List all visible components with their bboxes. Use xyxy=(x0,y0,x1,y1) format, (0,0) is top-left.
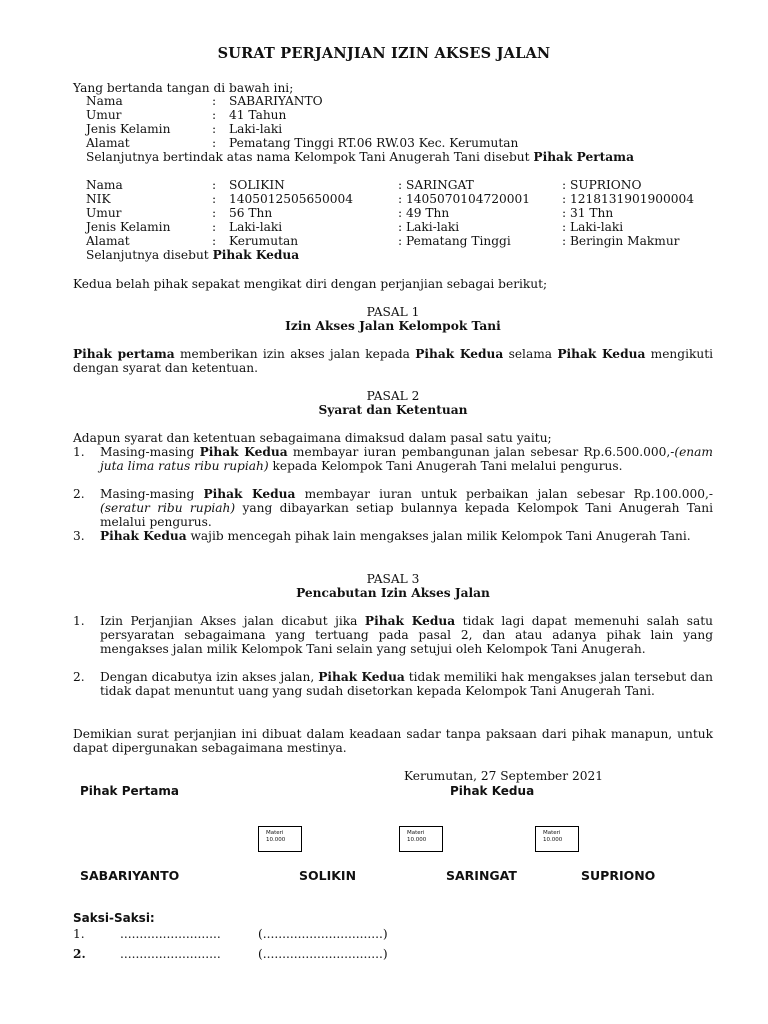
party2-value-col1: SOLIKIN xyxy=(229,178,285,192)
party1-sep: : xyxy=(212,136,217,150)
party2-value-col3: : Beringin Makmur xyxy=(562,234,680,248)
party2-value-col3: : 31 Thn xyxy=(562,206,614,220)
party1-value: SABARIYANTO xyxy=(229,94,323,108)
party2-statement xyxy=(86,248,299,262)
item-italic: (seratur ribu rupiah) xyxy=(100,501,236,515)
stamp-value: 10.000 xyxy=(407,837,427,843)
pasal1-text: selama xyxy=(503,347,558,361)
party2-statement-text: Selanjutnya disebut xyxy=(86,248,213,262)
party1-sep: : xyxy=(212,122,217,136)
item-text: membayar iuran untuk perbaikan jalan sebesar Rp.100.000,- xyxy=(295,487,713,501)
item-text: membayar iuran pembangunan jalan sebesar Rp.6.500.000,- xyxy=(287,445,675,459)
witness-number: 1. xyxy=(73,927,85,941)
party1-label: Jenis Kelamin xyxy=(86,122,171,136)
pasal1-subheading: Izin Akses Jalan Kelompok Tani xyxy=(285,319,501,333)
witness-name-line: (...............................) xyxy=(258,947,388,961)
item-bold: Pihak Kedua xyxy=(100,529,187,543)
party2-sep: : xyxy=(212,192,217,206)
party2-label: Nama xyxy=(86,178,123,192)
pasal2-item-1 xyxy=(100,445,713,473)
signatory-name: SARINGAT xyxy=(446,868,517,883)
item-text: Masing-masing xyxy=(100,445,200,459)
party1-statement-text: Selanjutnya bertindak atas nama Kelompok Tani Anugerah Tani disebut xyxy=(86,150,534,164)
item-text: kepada Kelompok Tani Anugerah Tani melalui pengurus. xyxy=(268,459,623,473)
party1-statement xyxy=(86,150,634,164)
party2-value-col1: Laki-laki xyxy=(229,220,283,234)
party2-sep: : xyxy=(212,220,217,234)
witness-signature-line: .......................... xyxy=(120,927,221,941)
item-bold: Pihak Kedua xyxy=(203,487,296,501)
item-text: Izin Perjanjian Akses jalan dicabut jika xyxy=(100,614,365,628)
first-party-label: Pihak Pertama xyxy=(80,784,179,798)
witnesses-heading: Saksi-Saksi: xyxy=(73,911,155,925)
stamp-value: 10.000 xyxy=(266,837,286,843)
pasal3-heading: PASAL 3 xyxy=(366,572,420,586)
item-text: tidak memiliki hak mengakses jalan tersebut dan tidak dapat menuntut uang yang sudah disetorkan kepada Kelompok Tani Anugerah Tani. xyxy=(100,670,713,698)
pasal1-text: memberikan izin akses jalan kepada xyxy=(174,347,416,361)
party2-value-col2: : 1405070104720001 xyxy=(398,192,531,206)
stamp-value: 10.000 xyxy=(543,837,563,843)
stamp-box xyxy=(258,826,302,852)
intro-text: Yang bertanda tangan di bawah ini; xyxy=(73,81,294,95)
item-text: Dengan dicabutya izin akses jalan, xyxy=(100,670,319,684)
party2-value-col1: 1405012505650004 xyxy=(229,192,354,206)
party1-statement-bold: Pihak Pertama xyxy=(533,150,634,164)
party1-label: Umur xyxy=(86,108,122,122)
pasal3-subheading: Pencabutan Izin Akses Jalan xyxy=(296,586,490,600)
party2-value-col2: : Pematang Tinggi xyxy=(398,234,511,248)
pasal2-item-3 xyxy=(100,529,713,543)
pasal2-intro: Adapun syarat dan ketentuan sebagaimana dimaksud dalam pasal satu yaitu; xyxy=(73,431,552,445)
party1-value: Laki-laki xyxy=(229,122,283,136)
stamp-text: Materi xyxy=(407,830,425,836)
party1-label: Nama xyxy=(86,94,123,108)
stamp-box xyxy=(399,826,443,852)
party2-value-col2: : Laki-laki xyxy=(398,220,460,234)
agreement-text: Kedua belah pihak sepakat mengikat diri dengan perjanjian sebagai berikut; xyxy=(73,277,548,291)
pasal1-text: mengikuti dengan syarat dan ketentuan. xyxy=(73,347,714,375)
party1-value: 41 Tahun xyxy=(229,108,287,122)
list-number: 1. xyxy=(73,445,85,459)
party2-label: Alamat xyxy=(86,234,130,248)
party1-label: Alamat xyxy=(86,136,130,150)
party2-label: Umur xyxy=(86,206,122,220)
party2-label: NIK xyxy=(86,192,111,206)
pasal1-paragraph xyxy=(73,347,713,375)
party2-value-col2: : 49 Thn xyxy=(398,206,450,220)
item-bold: Pihak Kedua xyxy=(199,445,288,459)
party2-value-col3: : SUPRIONO xyxy=(562,178,642,192)
pasal2-item-2 xyxy=(100,487,713,529)
item-text: Masing-masing xyxy=(100,487,204,501)
pasal3-item-1 xyxy=(100,614,713,656)
stamp-box xyxy=(535,826,579,852)
pasal3-item-2 xyxy=(100,670,713,698)
party2-sep: : xyxy=(212,206,217,220)
pasal2-subheading: Syarat dan Ketentuan xyxy=(318,403,468,417)
item-bold: Pihak Kedua xyxy=(364,614,456,628)
witness-name-line: (...............................) xyxy=(258,927,388,941)
party1-sep: : xyxy=(212,108,217,122)
list-number: 1. xyxy=(73,614,85,628)
item-text: wajib mencegah pihak lain mengakses jalan milik Kelompok Tani Anugerah Tani. xyxy=(186,529,691,543)
pasal1-bold: Pihak pertama xyxy=(73,347,175,361)
party1-sep: : xyxy=(212,94,217,108)
signatory-name: SABARIYANTO xyxy=(80,868,180,883)
list-number: 2. xyxy=(73,487,85,501)
party1-value: Pematang Tinggi RT.06 RW.03 Kec. Kerumutan xyxy=(229,136,519,150)
party2-sep: : xyxy=(212,178,217,192)
signatory-name: SOLIKIN xyxy=(299,868,357,883)
pasal1-bold: Pihak Kedua xyxy=(557,347,646,361)
second-party-label: Pihak Kedua xyxy=(450,784,535,798)
party2-value-col3: : Laki-laki xyxy=(562,220,624,234)
closing-paragraph: Demikian surat perjanjian ini dibuat dalam keadaan sadar tanpa paksaan dari pihak manapun, untuk dapat dipergunakan sebagaimana mestinya. xyxy=(73,727,713,755)
witness-signature-line: .......................... xyxy=(120,947,221,961)
party2-label: Jenis Kelamin xyxy=(86,220,171,234)
signatory-name: SUPRIONO xyxy=(581,868,656,883)
party2-value-col2: : SARINGAT xyxy=(398,178,474,192)
stamp-text: Materi xyxy=(266,830,284,836)
item-bold: Pihak Kedua xyxy=(318,670,405,684)
item-italic: (enam juta lima ratus ribu rupiah) xyxy=(100,445,713,473)
item-text: tidak lagi dapat memenuhi salah satu persyaratan sebagaimana yang tertuang pada pasal 2, dan atau adanya pihak lain yang mengakses jalan milik Kelompok Tani selain yang setujui oleh Kelompok Tani Anugerah. xyxy=(100,614,713,656)
party2-value-col3: : 1218131901900004 xyxy=(562,192,695,206)
pasal1-bold: Pihak Kedua xyxy=(415,347,504,361)
stamp-text: Materi xyxy=(543,830,561,836)
party2-value-col1: 56 Thn xyxy=(229,206,273,220)
party2-value-col1: Kerumutan xyxy=(229,234,299,248)
pasal1-heading: PASAL 1 xyxy=(366,305,420,319)
place-date: Kerumutan, 27 September 2021 xyxy=(404,769,603,783)
party2-statement-bold: Pihak Kedua xyxy=(212,248,300,262)
pasal2-heading: PASAL 2 xyxy=(366,389,420,403)
list-number: 2. xyxy=(73,670,85,684)
item-text: yang dibayarkan setiap bulannya kepada Kelompok Tani Anugerah Tani melalui pengurus. xyxy=(100,501,713,529)
party2-sep: : xyxy=(212,234,217,248)
list-number: 3. xyxy=(73,529,85,543)
witness-number: 2. xyxy=(73,947,86,961)
document-title: SURAT PERJANJIAN IZIN AKSES JALAN xyxy=(217,45,551,62)
